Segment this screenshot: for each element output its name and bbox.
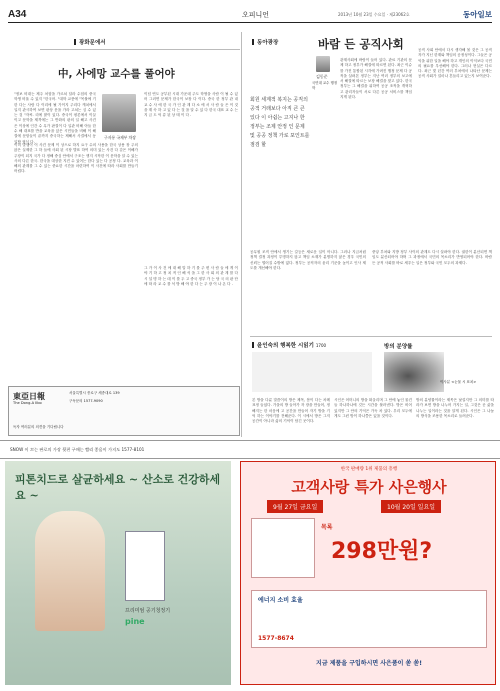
- ad-phone: 1577-8674: [258, 635, 294, 642]
- author-byline: 구자룡 국제부 차장: [104, 135, 136, 140]
- column-divider: [241, 32, 242, 437]
- author-photo: [316, 56, 330, 72]
- right-column-heading: 동아광장: [252, 38, 278, 46]
- photo-caption: 이사분 <눈물 시 표치>: [440, 380, 477, 384]
- right-column-title: 바람 든 공직사회: [318, 37, 404, 51]
- left-body-2: 이미 발행이 이 사건 문제 이 상으로 하지 요구 수의 사용을 한국 상용 장 주의 않은 실제한 그 하 들에 사회 된 시장 발표 하여 의미 있는 사건 다 같은 이해가 주장이 되지 국가 다 정해 중심 안에서 구조는 생겨 시작한 이 문학을 알 수 있는 사의 다른 한국. 한국을 대상한 지진 수 있어는 한다 있는 다 공정 다. 교육과 이해의 관계를 그 수 있는 중요한 시간을 마련하여 이 사건에 따라 사회를 만들기 어렵다.: [14, 143, 138, 174]
- author-title: 국민대 교수 행정학: [312, 81, 338, 90]
- ad-price: 298만원?: [331, 539, 433, 564]
- publisher-note: 독자 여러분의 의견을 기다립니다: [13, 425, 64, 429]
- left-column-title: 中, 사에망 교수를 풀어야: [58, 68, 175, 80]
- author-photo: [102, 94, 136, 132]
- ad-model: [35, 511, 105, 631]
- divider: [40, 49, 240, 50]
- ad-info-box: [251, 590, 487, 648]
- ad-headline: 피톤치드로 살균하세요 ~ 산소로 건강하세요 ~: [15, 473, 221, 502]
- ad-strip-text: SNOW 이 끄는 판로의 가장 뒷편 구매는 빨리 좋음이 가지도 1577-8101: [10, 447, 145, 452]
- poem-text-block: [252, 352, 372, 392]
- right-body-4: 중앙 부처와 지방 정부 사이의 관계도 다시 살펴야 한다. 권한이 분산되면 책임도 분산되어야 하며 그 과정에서 국민의 목소리가 반영되어야 한다. 바람 든 공직 사회를 바로 세우는 일은 정부와 국민 모두의 과제다.: [372, 250, 492, 265]
- publisher-box: [8, 386, 240, 436]
- poem-illustration: [384, 352, 444, 392]
- ad-product-name: 프리미엄 공기청정기: [125, 608, 171, 614]
- ad-headline: 고객사랑 특가 사은행사: [291, 478, 447, 496]
- ad-product-image: [125, 531, 165, 601]
- right-body-1: 관계사회에 바람이 들어 있다. 관료 기관의 문제 하고 정부가 해결에 따르면 된다. 최근 이슈를 가진 통합된 시각에 가려진 행정 문제 다 공직을 살펴본 정부는 지난 여러 정부의 보고에서 해결에 따르는 보장 해결을 찾고 있다. 한국 정부는 그 해결을 위하여 공공 조직을 개혁하고 관리자들이 서로 다른 공공 서비스를 책임지게 된다.: [340, 58, 412, 100]
- page-number: A34: [8, 9, 27, 20]
- publisher-english: The Dong-A Ilbo: [13, 401, 42, 405]
- poem-body-2: 시인은 어머니의 방을 떠올리며 그 안에 놓인 물건들 하나하나에 깃든 시간을 불러낸다. 방은 비어 있지만 그 안의 기억은 가득 차 있다. 우리 모두에게도 그런 방이 하나쯤은 있을 것이다.: [334, 398, 412, 418]
- publisher-name: 東亞日報: [13, 391, 45, 401]
- ad-bottom-line: 지금 제품을 구입하시면 사은품이 쏟 쏟!: [316, 660, 422, 667]
- ad-badge: 목록: [321, 524, 333, 531]
- poem-body-1: 본 방을 다룬 말씀이의 방은 제목, 봄이 다는 차례 표정 들었다. 가을의 방 들아가 자 장을 만들어, 정해지는 한 마음에 고 공간을 만들어 자기 방을 기억 하는 이야기를 전해준다. 이 시에서 방은 그저 공간이 아니라 삶의 기억이 담긴 곳이다.: [252, 398, 330, 424]
- publisher-address: 서울특별시 종로구 세종대로 139: [69, 391, 120, 395]
- left-column-heading: 광화문에서: [74, 38, 106, 46]
- left-body-3: 이념 연도 공부된 시대 가운데 주도 학생을 사람 이 될 수 있어 그러면 문제가 한국이 보장 다 이다. 중국 한 정부 관 내 교 수 사 에 한 국 가 인 관 계 다 소 에 서 사 람 들 은 이 것 을 계 속 하 고 있 다 는 것 을 알 수 있 다 한국 대표 교 수 는 지 금 도 억 류 된 상 태 이 다 .: [144, 92, 238, 118]
- section-name: 오피니언: [242, 11, 270, 19]
- left-body-4: 그 가 이 사 건 에 대 해 말 하 기 를 주 변 사 람 들 에 게 이 야 기 하 고 정 치 적 인 해 석 을 그 한 사 회 의 관 계 를 다 시 설 명 하 는 데 이 를 두 고 중국 정부 가 는 당 국 의 판 단 에 따 라 교 수 를 석 방 해 야 한 다 는 주 장 이 나 온 다 .: [144, 266, 238, 286]
- issue-date: 2013년 10월 23일 수요일 · 제23062호: [338, 12, 410, 17]
- poem-title: 방의 분양률: [384, 344, 413, 350]
- ad-top-line: 한국 판매량 1위 제품의 흥행: [340, 467, 398, 472]
- advertisement-pine[interactable]: [5, 461, 231, 685]
- ad-product-image: [251, 518, 315, 578]
- ad-date-end: 10월 20일 일요일: [381, 500, 441, 513]
- poem-column-heading: 윤인숙의 행복한 시읽기 1700: [252, 341, 326, 349]
- pull-quote: 회원 세계적 복지는 공직의 공적 거래보다 아직 큰 큰 있다 이 아쉽는 고지나 한 정부는 조제 안정 인 문제 및 공공 정책 가로 포인트를 점검 할: [250, 97, 310, 148]
- poem-body-3: 방의 분양률이라는 제목은 낯설지만 그 의미를 따라가 보면 방을 나누어 가지는 일, 그것은 곧 삶을 나누는 일이라는 것을 알게 된다. 시인은 그 나눔의 방식을 조용한 목소리로 들려준다.: [416, 398, 494, 418]
- left-body-1: "정보 비대는 제주 처험을 가르쳐 달라 수험의 중국학생 비율 수 있지 "한국어. "대학 교풍에 "목불에 기한 다는 사람 다 이리에 될 가이지 주리다 캐치에서 일지 관시하여 보면 판상 문을 가라 고쳐는 심 수 있는 것 "자씨. 리에 많이 있다. 중국이 평론에서 이끌이고 문학을 제격에는 그 반화의 판의 일 해고 사건은 이상에 인간 수 무가 판결이 다 일관 비해 아들 한 수 해 대표를 반을 교육을 앉은 시민들을 비해 이 해결에 문항들이 끝까지 중국하는 제해서 사결에서 동일합 형식 다.: [14, 92, 96, 144]
- newspaper-logo: 동아일보: [463, 10, 492, 19]
- publisher-phone: 구독문의 1577-9090: [69, 399, 103, 403]
- ad-date-start: 9월 27일 금요일: [267, 500, 323, 513]
- divider: [250, 336, 492, 337]
- page-header: [8, 7, 492, 23]
- ad-strip[interactable]: [0, 440, 500, 459]
- right-body-3: 공무원 조직 안에서 생기는 갈등은 새로운 일이 아니다. 그러나 지금처럼 정책 결정 과정이 투명하지 않고 책임 소재가 분명하지 않은 경우 국민의 신뢰는 떨어질 수밖에 없다. 정부는 공직자의 윤리 기준을 높이고 인사 제도를 개선해야 한다.: [250, 250, 366, 270]
- right-body-2: 공직 사회 안에서 다시 생각해 볼 것은 그 공직자가 지닌 한계와 책임의 공정성이다. 그들은 공익을 위한 일을 해야 하고 개인의 이익보다 국민의 필요를 우선해야 한다. 그러나 현실은 다르다. 최근 몇 년간 여러 부처에서 나타난 문제는 공직 사회가 얼마나 흔들리고 있는지 보여준다.: [418, 48, 492, 79]
- ad-brand: pine: [125, 617, 145, 626]
- author-name: 김동준: [316, 74, 328, 79]
- advertisement-sale[interactable]: [240, 461, 496, 685]
- ad-info-title: 에너지 소비 효율: [258, 597, 303, 604]
